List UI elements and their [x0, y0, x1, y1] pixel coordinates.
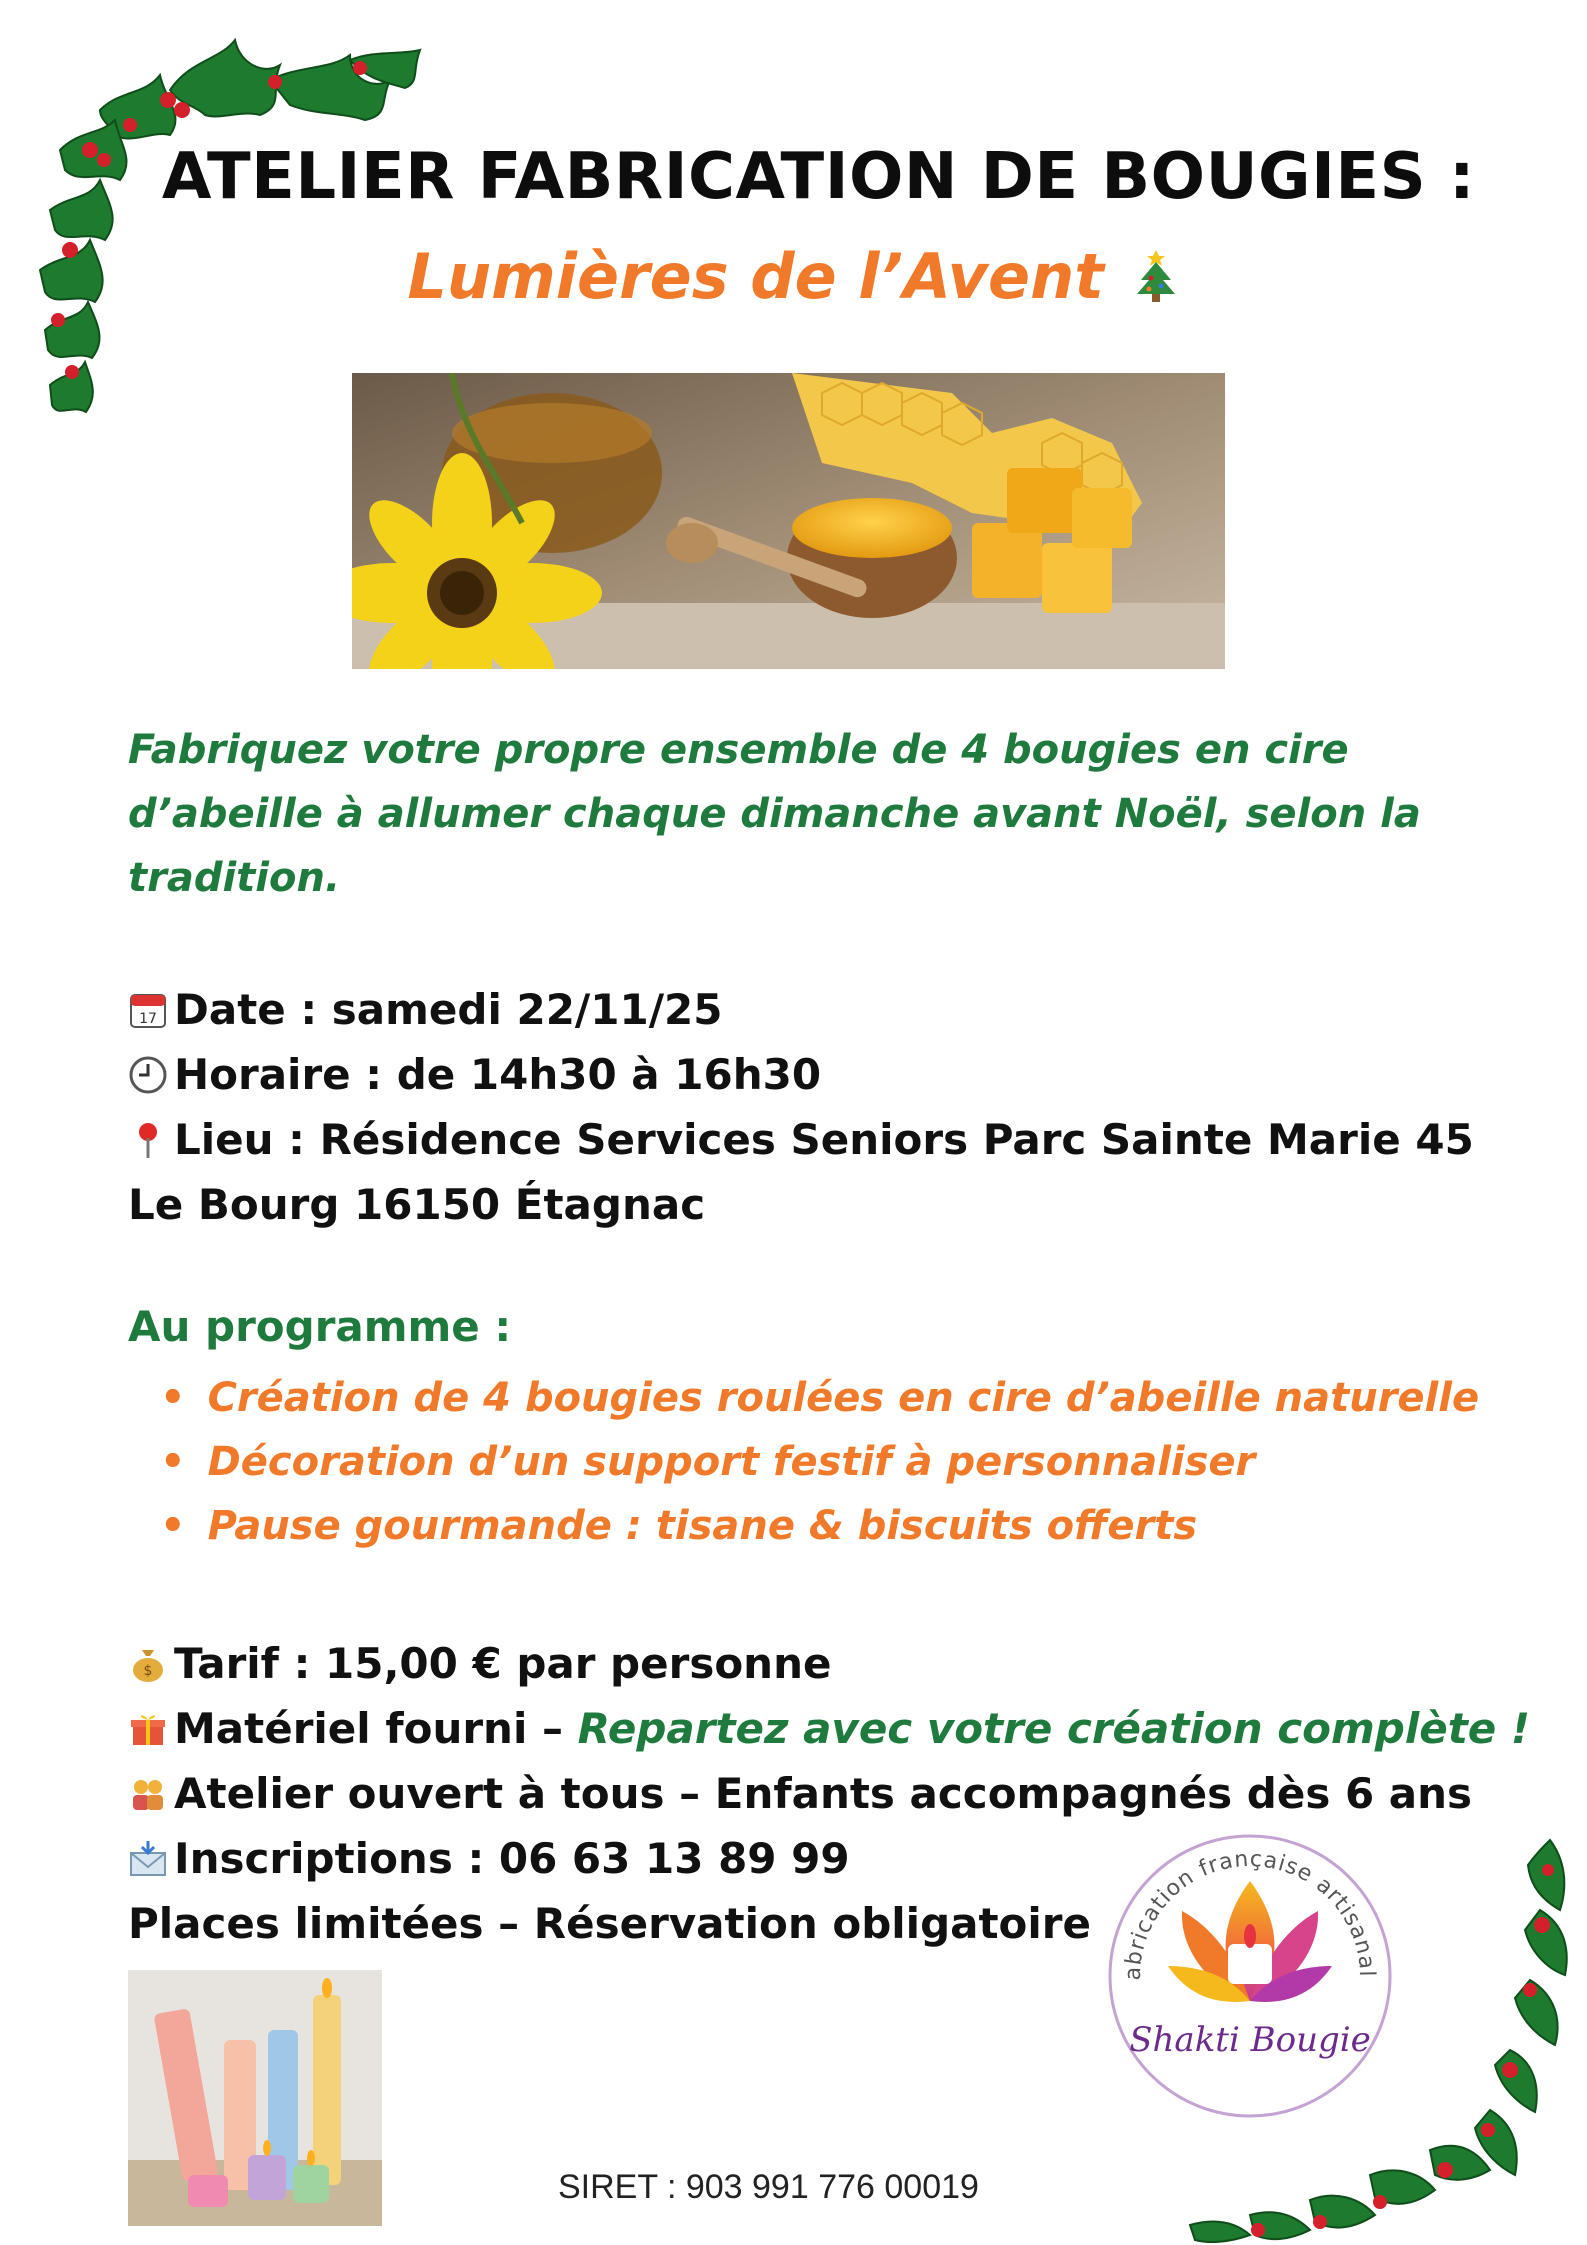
envelope-icon — [128, 1828, 174, 1892]
place-text: Lieu : Résidence Services Seniors Parc Sainte Marie 45 — [174, 1115, 1474, 1164]
details-block — [128, 978, 1474, 1237]
date-row — [128, 978, 1474, 1043]
svg-text:17: 17 — [139, 1011, 157, 1027]
material-label: Matériel fourni – — [174, 1704, 563, 1753]
shakti-bougie-logo — [1100, 1826, 1400, 2126]
page-subtitle — [0, 240, 1587, 313]
place-row — [128, 1108, 1474, 1173]
gift-icon — [128, 1698, 174, 1762]
program-list — [160, 1366, 1479, 1558]
logo-ring-text: abrication française artisanal — [1120, 1846, 1380, 1981]
list-item: • Création de 4 bougies roulées en cire d’abeille naturelle — [160, 1366, 1479, 1430]
material-row — [128, 1697, 1530, 1762]
program-title: Au programme : — [128, 1302, 512, 1351]
audience-text: Atelier ouvert à tous – Enfants accompagnés dès 6 ans — [174, 1769, 1473, 1818]
pin-icon — [128, 1109, 174, 1173]
price-row — [128, 1632, 1530, 1697]
list-item: • Décoration d’un support festif à personnaliser — [160, 1430, 1479, 1494]
place-row-2: Le Bourg 16150 Étagnac — [128, 1180, 706, 1229]
calendar-icon — [128, 979, 174, 1043]
intro-line: d’abeille à allumer chaque dimanche avant Noël, selon la — [128, 791, 1421, 837]
siret-number: SIRET : 903 991 776 00019 — [558, 2168, 979, 2206]
christmas-tree-icon — [1133, 248, 1179, 304]
money-bag-icon — [128, 1633, 174, 1697]
date-text: Date : samedi 22/11/25 — [174, 985, 723, 1034]
people-icon — [128, 1763, 174, 1827]
hero-photo-beeswax — [352, 373, 1225, 669]
svg-text:$: $ — [143, 1663, 153, 1679]
intro-line: Fabriquez votre propre ensemble de 4 bougies en cire — [128, 727, 1349, 773]
price-text: Tarif : 15,00 € par personne — [174, 1639, 832, 1688]
limited-text: Places limitées – Réservation obligatoire — [128, 1899, 1092, 1948]
clock-icon — [128, 1044, 174, 1108]
intro-line: tradition. — [128, 855, 341, 901]
logo-brand: Shakti Bougie — [1129, 2020, 1371, 2060]
time-text: Horaire : de 14h30 à 16h30 — [174, 1050, 822, 1099]
candles-photo — [128, 1970, 382, 2226]
page-title: ATELIER FABRICATION DE BOUGIES : — [161, 140, 1476, 214]
subtitle-text: Lumières de l’Avent — [407, 240, 1104, 313]
time-row — [128, 1043, 1474, 1108]
intro-paragraph — [128, 718, 1458, 910]
signup-text: Inscriptions : 06 63 13 89 99 — [174, 1834, 850, 1883]
list-item: • Pause gourmande : tisane & biscuits offerts — [160, 1494, 1479, 1558]
audience-row — [128, 1762, 1530, 1827]
material-note: Repartez avec votre création complète ! — [577, 1704, 1531, 1753]
